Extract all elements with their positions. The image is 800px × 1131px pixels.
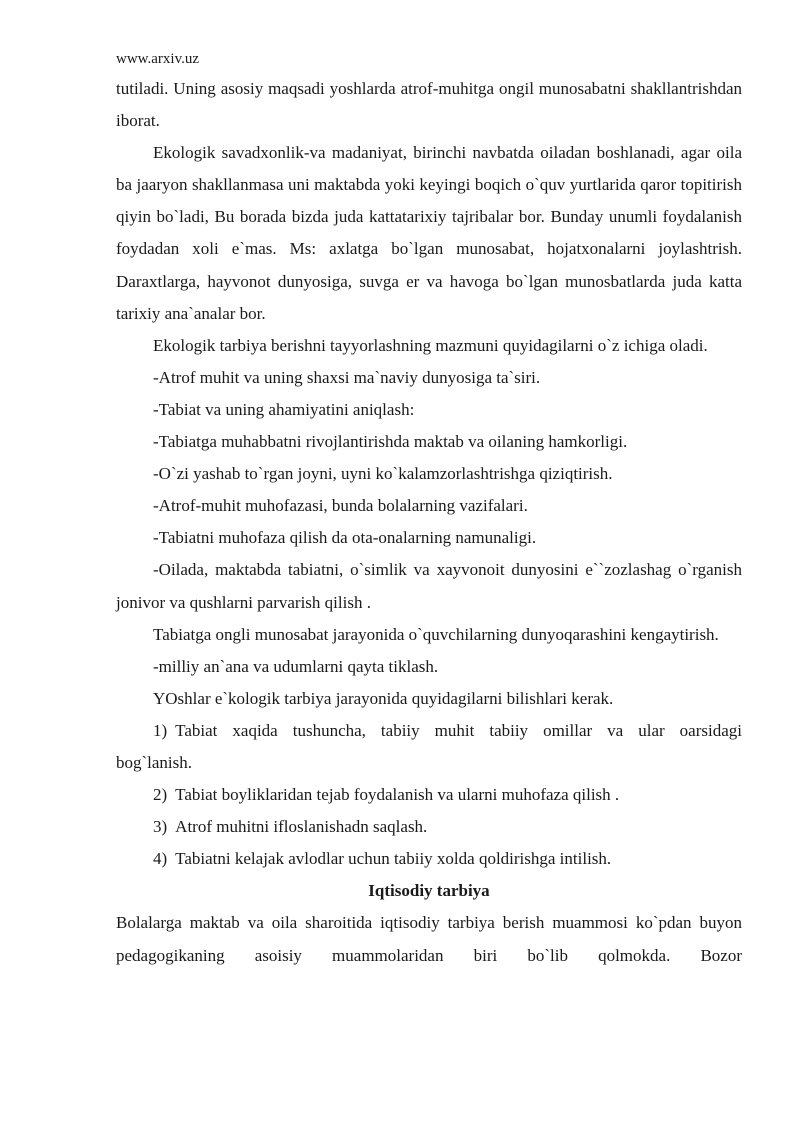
dash-item: -Atrof-muhit muhofazasi, bunda bolalarning vazifalari. [153, 496, 528, 516]
dash-item: -milliy an`ana va udumlarni qayta tiklash. [153, 656, 439, 676]
paragraph: Ekologik savadxonlik-va madaniyat, birinchi navbatda oiladan boshlanadi, agar oila ba jaaryon shakllanmasa uni maktabda yoki keyingi boqich o`quv yurtlarida qaror topitirish qiyin bo`ladi, Bu borada bizda juda kattatarixiy tajribalar bor. Bunday unumli foydalanish foydadan xoli e`mas. Ms: axlatga bo`lgan munosabat, hojatxonalarni joylashtrish. Daraxtlarga, hayvonot dunyosiga, suvga er va havoga bo`lgan munosbatlarda juda katta tarixiy ana`analar bor. [116, 143, 742, 323]
paragraph: YOshlar e`kologik tarbiya jarayonida quyidagilarni bilishlari kerak. [153, 688, 614, 708]
dash-item: -O`zi yashab to`rgan joyni, uyni ko`kalamzorlashtrishga qiziqtirish. [153, 464, 613, 484]
paragraph: tutiladi. Uning asosiy maqsadi yoshlarda atrof-muhitga ongil munosabatni shakllantrishdan iborat. [116, 79, 742, 131]
item-text: Atrof muhitni ifloslanishadn saqlash. [175, 817, 428, 837]
numbered-item-continuation: bog`lanish. [116, 752, 193, 772]
site-header: www.arxiv.uz [116, 51, 200, 67]
item-number: 1) [153, 720, 168, 740]
dash-item: -Tabiatni muhofaza qilish da ota-onalarning namunaligi. [153, 528, 537, 548]
section-heading: Iqtisodiy tarbiya [368, 881, 490, 901]
item-number: 2) [153, 785, 168, 805]
paragraph: Tabiatga ongli munosabat jarayonida o`quvchilarning dunyoqarashini kengaytirish. [153, 624, 719, 644]
item-number: 4) [153, 849, 168, 869]
numbered-item [116, 715, 742, 747]
dash-item: -Oilada, maktabda tabiatni, o`simlik va xayvonoit dunyosini e``zozlashag o`rganish jonivor va qushlarni parvarish qilish . [116, 560, 742, 612]
numbered-item [116, 843, 742, 875]
dash-item: -Tabiat va uning ahamiyatini aniqlash: [153, 399, 415, 419]
item-text: Tabiatni kelajak avlodlar uchun tabiiy xolda qoldirishga intilish. [175, 849, 612, 869]
dash-item: -Tabiatga muhabbatni rivojlantirishda maktab va oilaning hamkorligi. [153, 432, 628, 452]
item-number: 3) [153, 817, 168, 837]
paragraph: Bolalarga maktab va oila sharoitida iqtisodiy tarbiya berish muammosi ko`pdan buyon pedagogikaning asoisiy muammolaridan biri bo`lib qolmokda. Bozor [116, 913, 742, 965]
item-text: Tabiat xaqida tushuncha, tabiiy muhit tabiiy omillar va ular oarsidagi [175, 720, 742, 740]
numbered-item [116, 811, 742, 843]
item-text: Tabiat boyliklaridan tejab foydalanish va ularni muhofaza qilish . [175, 785, 620, 805]
numbered-item [116, 779, 742, 811]
dash-item: -Atrof muhit va uning shaxsi ma`naviy dunyosiga ta`siri. [153, 367, 541, 387]
document-body [116, 73, 742, 972]
paragraph: Ekologik tarbiya berishni tayyorlashning mazmuni quyidagilarni o`z ichiga oladi. [153, 335, 708, 355]
